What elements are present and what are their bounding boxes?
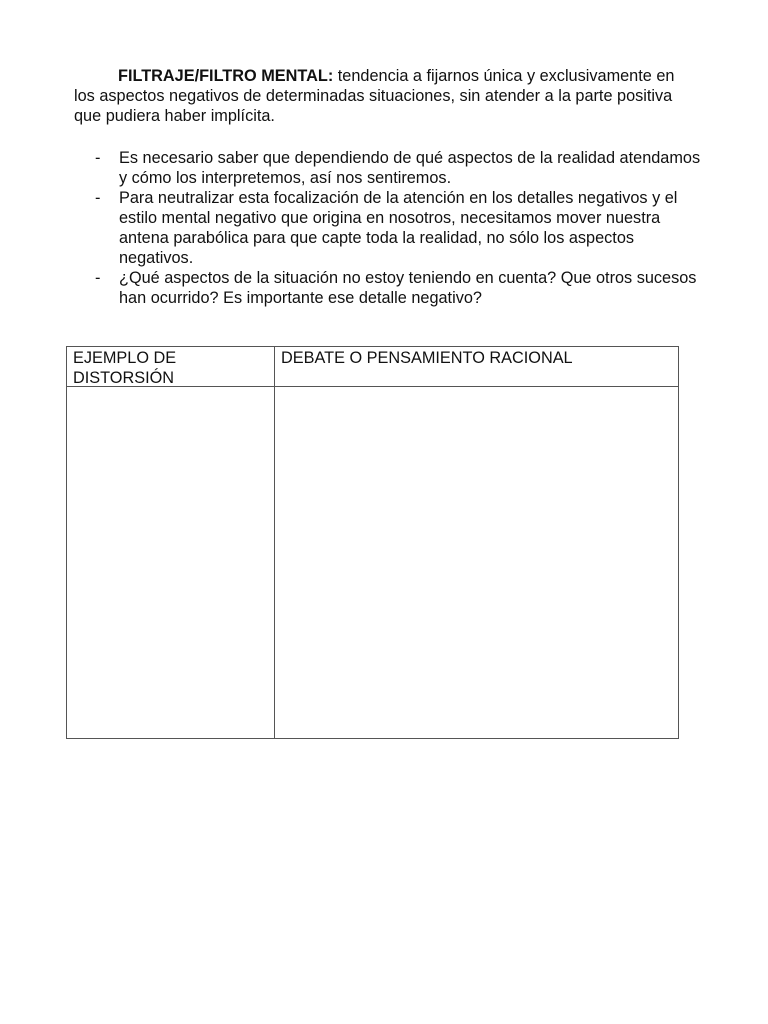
table-header-rational-thought: DEBATE O PENSAMIENTO RACIONAL <box>281 349 573 367</box>
definition-text: tendencia a fijarnos única y exclusivamente en los aspectos negativos de determinadas situaciones, sin atender a la parte positiva que pudiera haber implícita. <box>74 67 675 125</box>
bullet-item <box>95 188 705 268</box>
bullet-text: Es necesario saber que dependiendo de qué aspectos de la realidad atendamos y cómo los interpretemos, así nos sentiremos. <box>119 149 701 187</box>
intro-paragraph <box>74 66 694 126</box>
bullet-list <box>95 148 705 308</box>
bullet-text: ¿Qué aspectos de la situación no estoy teniendo en cuenta? Que otros sucesos han ocurrido? Es importante ese detalle negativo? <box>119 269 697 307</box>
bullet-item <box>95 268 705 308</box>
bullet-marker: - <box>95 189 101 207</box>
bullet-item <box>95 148 705 188</box>
bullet-marker: - <box>95 149 101 167</box>
rational-thought-cell[interactable] <box>275 387 678 738</box>
table-header-distortion-example: EJEMPLO DE DISTORSIÓN <box>73 349 177 387</box>
definition-term: FILTRAJE/FILTRO MENTAL: <box>118 67 334 85</box>
bullet-marker: - <box>95 269 101 287</box>
distortion-table <box>66 346 679 739</box>
distortion-example-cell[interactable] <box>67 387 274 738</box>
bullet-text: Para neutralizar esta focalización de la atención en los detalles negativos y el estilo mental negativo que origina en nosotros, necesitamos mover nuestra antena parabólica para que capte toda la realidad, no sólo los aspectos negativos. <box>119 189 678 267</box>
